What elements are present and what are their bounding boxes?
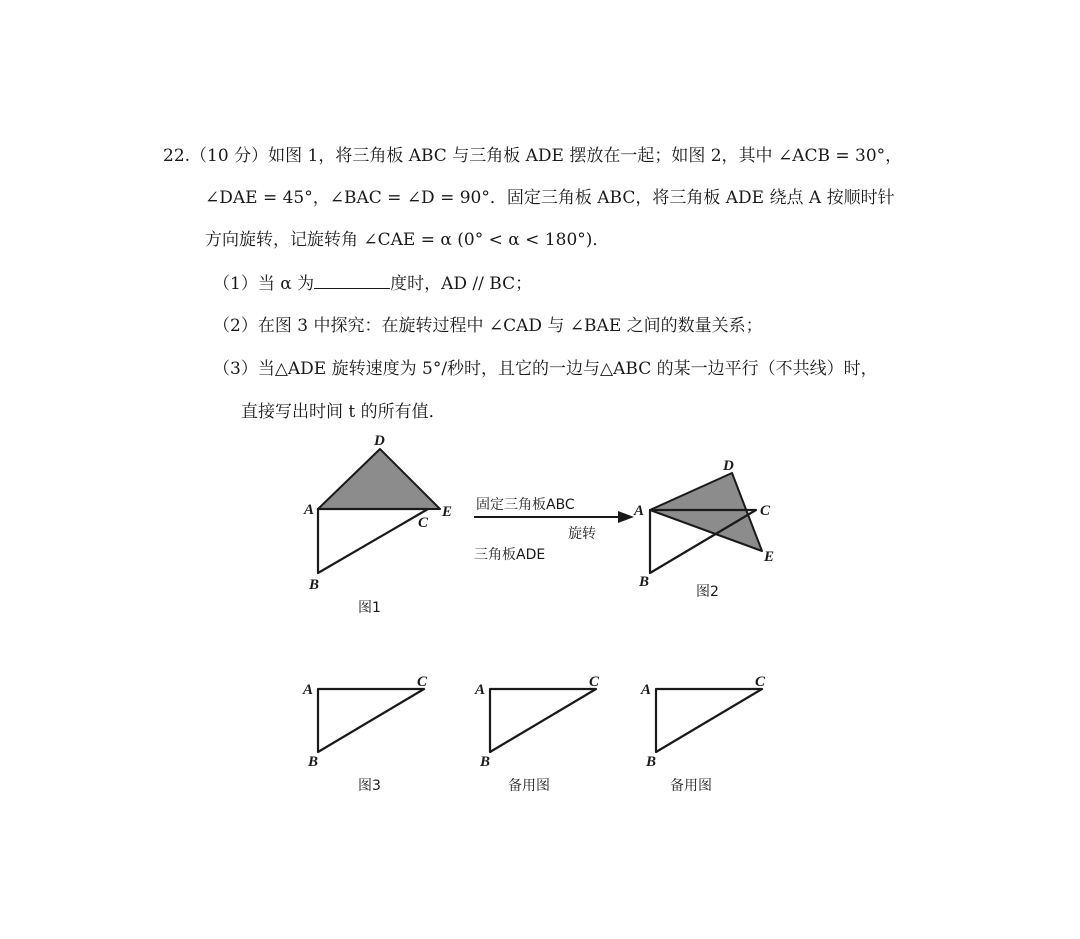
spare-figure-1	[472, 670, 612, 800]
fig3-label-b: B	[308, 754, 319, 770]
fig1-label-d: D	[374, 433, 385, 449]
arrow-text-top: 固定三角板ABC	[476, 497, 575, 513]
q1-prefix: （1）当 α 为	[213, 274, 315, 294]
fig2-label-c: C	[760, 503, 771, 519]
intro-line-1: 如图 1，将三角板 ABC 与三角板 ADE 摆放在一起；如图 2，其中 ∠ACB = 30°，	[268, 146, 903, 166]
fig3-label-a: A	[303, 682, 314, 698]
question-3-line-1: （3）当△ADE 旋转速度为 5°/秒时，且它的一边与△ABC 的某一边平行（不共线）时，	[213, 359, 878, 379]
fig2-label-b: B	[639, 574, 650, 590]
intro-line-2: ∠DAE = 45°，∠BAC = ∠D = 90°．固定三角板 ABC，将三角板 ADE 绕点 A 按顺时针	[205, 188, 895, 208]
question-2: （2）在图 3 中探究：在旋转过程中 ∠CAD 与 ∠BAE 之间的数量关系；	[213, 316, 763, 336]
fig2-caption: 图2	[696, 584, 719, 600]
spare2-caption: 备用图	[670, 778, 712, 794]
q1-answer-blank[interactable]	[314, 272, 390, 289]
spare1-caption: 备用图	[508, 778, 550, 794]
fig3-caption: 图3	[358, 778, 381, 794]
fig2-label-d: D	[723, 458, 734, 474]
fig1-caption: 图1	[358, 600, 381, 616]
fig1-triangle-ade	[318, 449, 440, 509]
arrow-text-mid: 旋转	[568, 526, 596, 542]
problem-points: （10 分）	[190, 146, 269, 166]
figure-2	[630, 455, 790, 605]
spare2-label-a: A	[641, 682, 652, 698]
spare-figure-2	[638, 670, 778, 800]
problem-number: 22.	[163, 146, 191, 166]
fig2-label-a: A	[634, 503, 645, 519]
spare1-label-c: C	[589, 674, 600, 690]
fig1-triangle-abc	[318, 509, 428, 573]
figure-1	[290, 430, 470, 620]
spare2-label-b: B	[646, 754, 657, 770]
fig1-label-e: E	[442, 504, 453, 520]
spare1-label-b: B	[480, 754, 491, 770]
fig3-triangle-abc	[318, 689, 424, 752]
spare1-triangle-abc	[490, 689, 596, 752]
question-1	[213, 272, 532, 295]
question-3-line-2: 直接写出时间 t 的所有值．	[241, 402, 446, 422]
fig1-label-b: B	[309, 577, 320, 593]
figure-3	[300, 670, 440, 800]
arrow-text-bottom: 三角板ADE	[474, 547, 546, 563]
intro-line-3: 方向旋转，记旋转角 ∠CAE = α (0° < α < 180°)．	[205, 230, 610, 250]
problem-line-1	[163, 145, 902, 167]
fig1-label-a: A	[304, 502, 315, 518]
fig3-label-c: C	[417, 674, 428, 690]
spare2-label-c: C	[755, 674, 766, 690]
transform-arrow	[470, 492, 640, 572]
spare2-triangle-abc	[656, 689, 762, 752]
fig2-label-e: E	[764, 549, 775, 565]
spare1-label-a: A	[475, 682, 486, 698]
fig1-label-c: C	[418, 515, 429, 531]
q1-suffix: 度时，AD // BC；	[390, 274, 533, 294]
